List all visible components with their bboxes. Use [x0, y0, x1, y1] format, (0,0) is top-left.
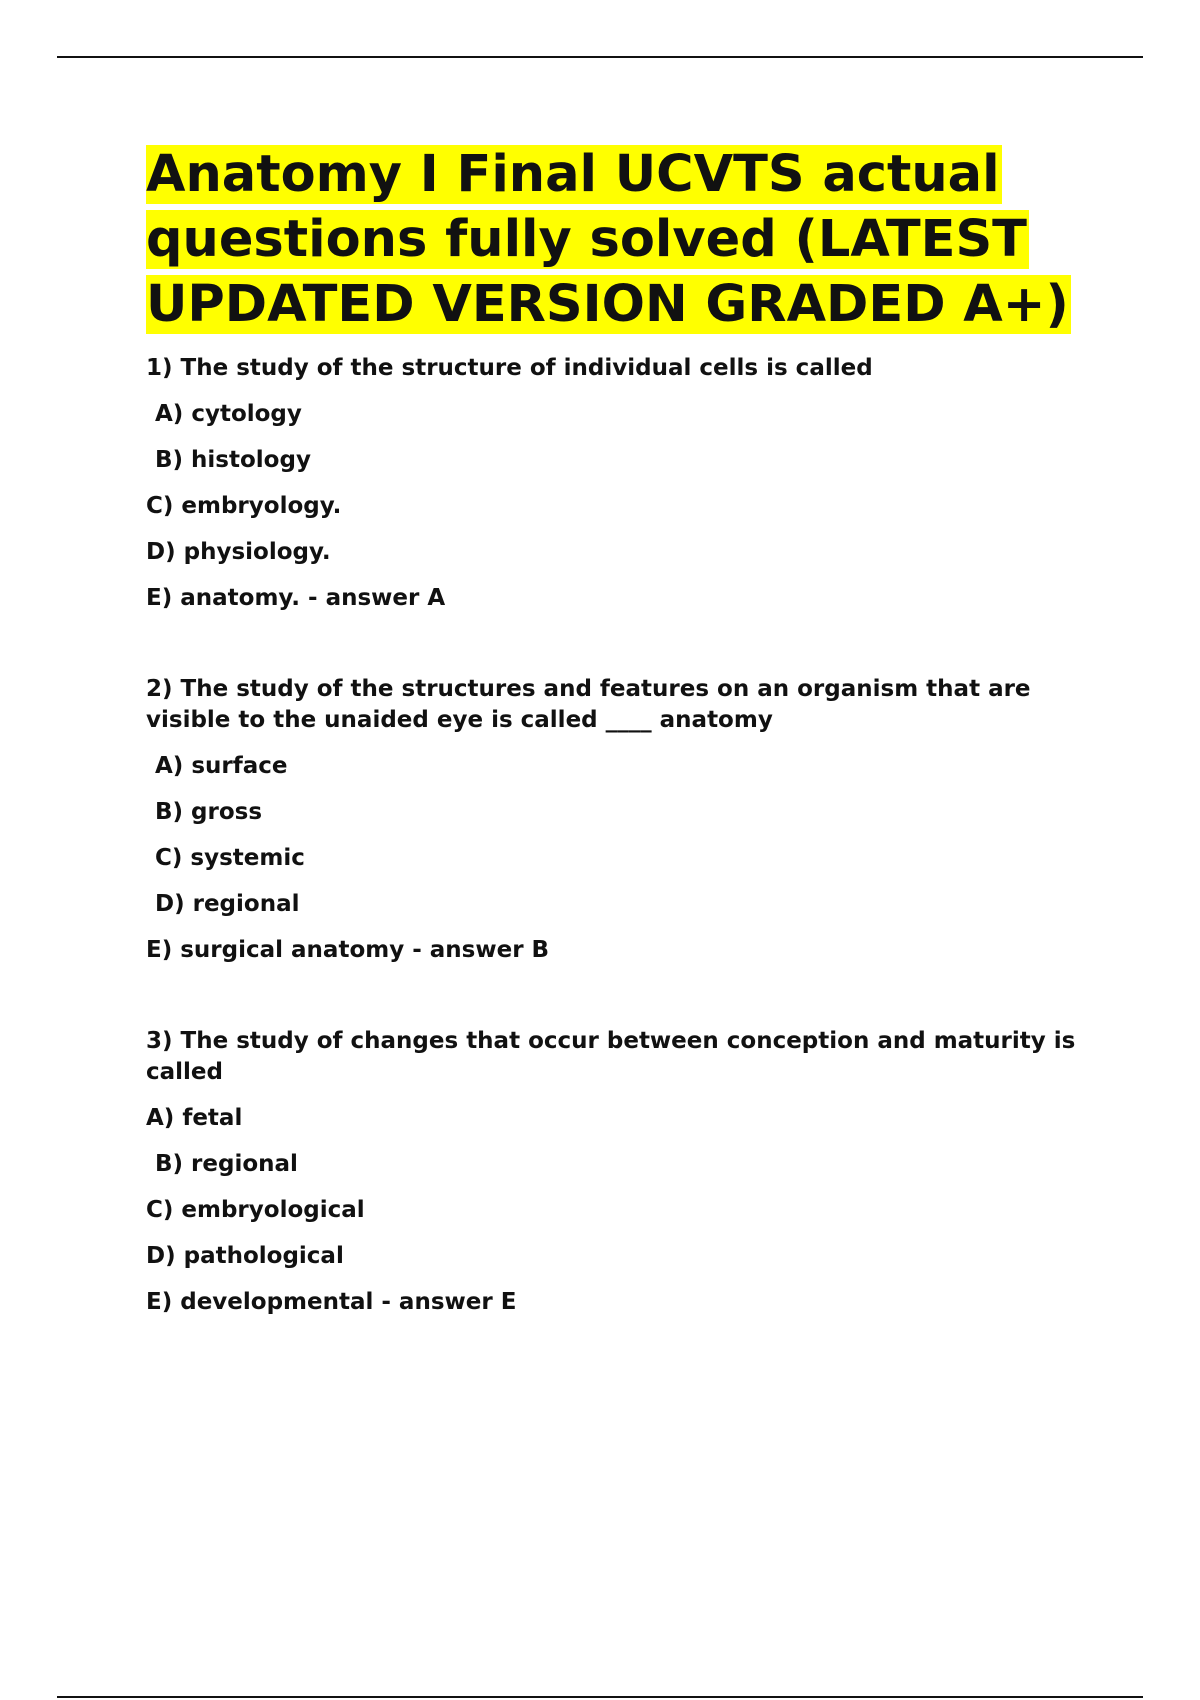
answer-option: A) cytology	[155, 401, 302, 427]
answer-option: C) systemic	[155, 845, 305, 871]
answer-option: E) surgical anatomy - answer B	[146, 937, 550, 963]
question-block	[146, 353, 1106, 614]
document-body	[146, 142, 1106, 1318]
answer-option: C) embryological	[146, 1197, 365, 1223]
answer-option: B) regional	[155, 1151, 298, 1177]
answer-option: D) pathological	[146, 1243, 344, 1269]
answer-option: E) developmental - answer E	[146, 1289, 517, 1315]
answer-option: C) embryology.	[146, 493, 342, 519]
title-highlight: Anatomy I Final UCVTS actual questions fully solved (LATEST UPDATED VERSION GRADED A+)	[146, 145, 1069, 334]
bottom-rule	[57, 1696, 1143, 1698]
answer-option: B) histology	[155, 447, 311, 473]
question-block	[146, 674, 1106, 966]
question-prompt: 3) The study of changes that occur between conception and maturity is called	[146, 1028, 1076, 1085]
question-block	[146, 1026, 1106, 1318]
question-prompt: 1) The study of the structure of individual cells is called	[146, 355, 873, 381]
top-rule	[57, 56, 1143, 58]
answer-option: B) gross	[155, 799, 263, 825]
document-title	[146, 142, 1081, 337]
answer-option: E) anatomy. - answer A	[146, 585, 446, 611]
answer-option: D) regional	[155, 891, 300, 917]
answer-option: A) surface	[155, 753, 288, 779]
question-prompt: 2) The study of the structures and features on an organism that are visible to the unaided eye is called ____ anatomy	[146, 676, 1031, 733]
answer-option: D) physiology.	[146, 539, 331, 565]
answer-option: A) fetal	[146, 1105, 243, 1131]
